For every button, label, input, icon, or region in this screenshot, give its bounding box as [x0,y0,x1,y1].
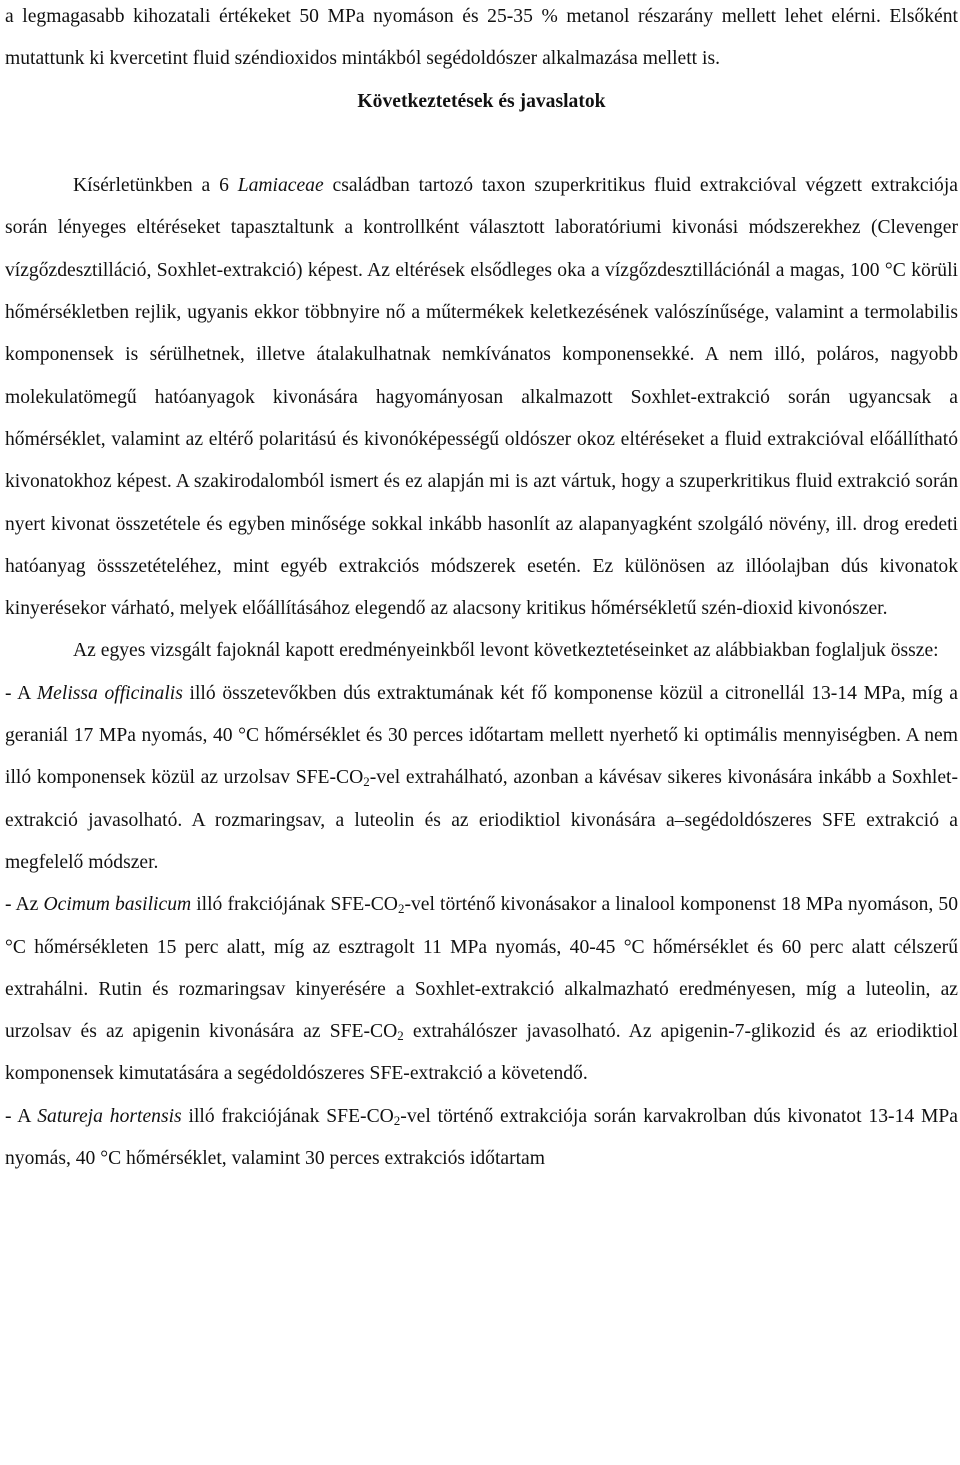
conclusions-text-part1: Kísérletünkben a 6 [73,175,238,197]
ocimum-text-part2: -vel történő kivonásakor a linalool komponenst 18 MPa nyomáson, 50 °C hőmérsékleten 15 perc alatt, míg az esztragolt 11 MPa nyomás, 40-45 °C hőmérséklet és 60 perc alatt célszerű extrahálni. Rutin és rozmaringsav kinyerésére a Soxhlet-extrakció alkalmazható eredményesen, míg a luteolin, az urzolsav és az apigenin kivonására az SFE-CO [5,894,958,1043]
ocimum-item [5,884,958,1095]
summary-intro-text: Az egyes vizsgált fajoknál kapott eredményeinkből levont következtetéseinket az alábbiakban foglaljuk össze: [73,640,939,662]
conclusions-text-part2: családban tartozó taxon szuperkritikus fluid extrakcióval végzett extrakciója során lényeges eltéréseket tapasztaltunk a kontrollként választott laboratóriumi kivonási módszerekhez (Clevenger vízgőzdesztilláció, Soxhlet-extrakció) képest. Az eltérések elsődleges oka a vízgőzdesztillációnál a magas, 100 °C körüli hőmérsékletben rejlik, ugyanis ekkor többnyire nő a műtermékek keletkezésének valószínűsége, valamint a termolabilis komponensek is sérülhetnek, illetve átalakulhatnak nemkívánatos komponensekké. A nem illó, poláros, nagyobb molekulatömegű hatóanyagok kivonására hagyományosan alkalmazott Soxhlet-extrakció során ugyancsak a hőmérséklet, valamint az eltérő polaritású és kivonóképességű oldószer okoz eltéréseket a fluid extrakcióval előállítható kivonatokhoz képest. A szakirodalomból ismert és ez alapján mi is azt vártuk, hogy a szuperkritikus fluid extrakció során nyert kivonat összetétele és egyben minősége sokkal inkább hasonlít az alapanyagként szolgáló növény, ill. drog eredeti hatóanyag össszetételéhez, mint egyéb extrakciós módszerek esetén. Ez különösen az illóolajban dús kivonatok kinyerésekor várható, melyek előállításához elegendő az alacsony kritikus hőmérsékletű szén-dioxid kivonószer. [5,175,958,620]
satureja-species: Satureja hortensis [37,1105,182,1127]
melissa-prefix: - A [5,682,37,704]
ocimum-text-part3: extrahálószer javasolható. Az apigenin-7-glikozid és az eriodiktiol komponensek kimutatására a segédoldószeres SFE-extrakció a követendő. [5,1021,958,1085]
melissa-subscript: 2 [363,774,370,790]
melissa-text-part2: -vel extrahálható, azonban a kávésav sikeres kivonására inkább a Soxhlet-extrakció javasolható. A rozmaringsav, a luteolin és az eriodiktiol kivonására a–segédoldószeres SFE extrakció a megfelelő módszer. [5,767,958,873]
family-name: Lamiaceae [237,175,324,197]
ocimum-prefix: - Az [5,894,44,916]
melissa-species: Melissa officinalis [36,682,183,704]
satureja-text-part1: illó frakciójának SFE-CO [181,1105,394,1127]
intro-text: a legmagasabb kihozatali értékeket 50 MPa nyomáson és 25-35 % metanol részarány mellett lehet elérni. Elsőként mutattunk ki kvercetint fluid széndioxidos mintákból segédoldószer alkalmazása mellett is. [5,6,958,70]
melissa-item [5,673,958,884]
spacer [5,123,958,165]
ocimum-text-part1: illó frakciójának SFE-CO [191,894,398,916]
ocimum-subscript-2: 2 [397,1028,404,1044]
satureja-subscript: 2 [393,1112,401,1128]
ocimum-species: Ocimum basilicum [43,894,192,916]
ocimum-subscript-1: 2 [397,901,405,917]
satureja-item [5,1096,958,1181]
section-heading: Következtetések és javaslatok [357,90,606,112]
satureja-text-part2: -vel történő extrakciója során karvakrolban dús kivonatot 13-14 MPa nyomás, 40 °C hőmérséklet, valamint 30 perces extrakciós időtartam [5,1105,958,1170]
document-page [5,0,958,1180]
melissa-text-part1: illó összetevőkben dús extraktumának két fő komponense közül a citronellál 13-14 MPa, míg a geraniál 17 MPa nyomás, 40 °C hőmérséklet és 30 perces időtartam mellett nyerhető ki optimális mennyiségben. A nem illó komponensek közül az urzolsav SFE-CO [5,682,958,789]
intro-paragraph [5,0,958,81]
conclusions-paragraph [5,165,958,630]
summary-intro-paragraph [5,630,958,672]
satureja-prefix: - A [5,1105,38,1127]
